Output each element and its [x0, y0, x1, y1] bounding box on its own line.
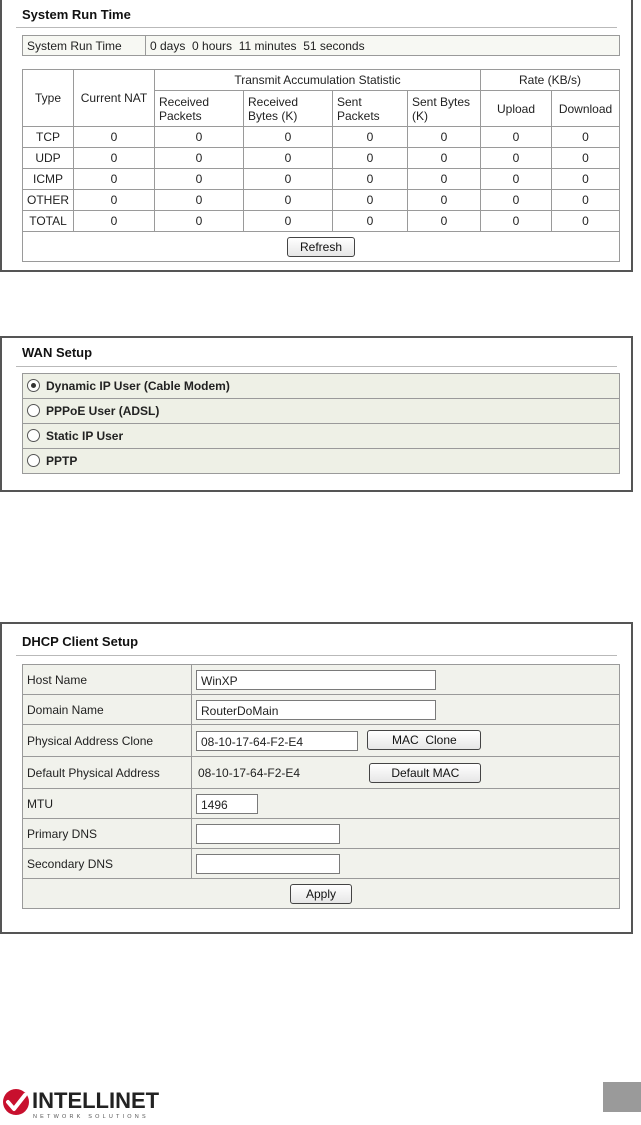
primary-dns-label: Primary DNS: [23, 819, 192, 849]
row-upload: 0: [481, 190, 552, 211]
group-transmit: Transmit Accumulation Statistic: [155, 70, 481, 91]
option-label: Static IP User: [46, 429, 124, 443]
col-download: Download: [552, 91, 620, 127]
dhcp-title: DHCP Client Setup: [22, 634, 139, 649]
row-upload: 0: [481, 148, 552, 169]
logo-tagline: NETWORK SOLUTIONS: [33, 1114, 149, 1120]
mtu-input[interactable]: 1496: [196, 794, 258, 814]
run-time-label: System Run Time: [23, 36, 146, 56]
option-label: Dynamic IP User (Cable Modem): [46, 379, 230, 393]
mac-clone-label: Physical Address Clone: [23, 725, 192, 757]
default-mac-button[interactable]: Default MAC: [369, 763, 481, 783]
table-row: [23, 127, 620, 148]
row-download: 0: [552, 169, 620, 190]
host-name-input[interactable]: WinXP: [196, 670, 436, 690]
dhcp-form-table: [22, 664, 620, 909]
apply-button[interactable]: Apply: [290, 884, 352, 904]
col-upload: Upload: [481, 91, 552, 127]
row-received-bytes: 0: [244, 169, 333, 190]
row-sent-packets: 0: [333, 127, 408, 148]
row-sent-bytes: 0: [408, 190, 481, 211]
col-received-packets: Received Packets: [155, 91, 244, 127]
col-type: Type: [23, 70, 74, 127]
refresh-cell: [23, 232, 620, 262]
logo-mark: [0, 1086, 190, 1120]
row-sent-bytes: 0: [408, 211, 481, 232]
table-row: [23, 190, 620, 211]
option-label: PPTP: [46, 454, 78, 468]
table-row: [23, 169, 620, 190]
row-type: ICMP: [23, 169, 74, 190]
table-row: [23, 148, 620, 169]
group-rate: Rate (KB/s): [481, 70, 620, 91]
run-time-value: 0 days 0 hours 11 minutes 51 seconds: [146, 36, 620, 56]
row-received-packets: 0: [155, 127, 244, 148]
row-sent-bytes: 0: [408, 148, 481, 169]
default-mac-value: 08-10-17-64-F2-E4: [198, 765, 301, 780]
wan-option-pptp[interactable]: [23, 449, 620, 474]
primary-dns-input[interactable]: [196, 824, 340, 844]
apply-cell: [23, 879, 620, 909]
wan-option-dynamic[interactable]: [23, 374, 620, 399]
wan-setup-panel: [0, 336, 633, 492]
row-received-packets: 0: [155, 190, 244, 211]
secondary-dns-label: Secondary DNS: [23, 849, 192, 879]
row-sent-packets: 0: [333, 169, 408, 190]
mtu-label: MTU: [23, 789, 192, 819]
domain-name-input[interactable]: RouterDoMain: [196, 700, 436, 720]
row-received-bytes: 0: [244, 127, 333, 148]
row-nat: 0: [74, 190, 155, 211]
row-type: TCP: [23, 127, 74, 148]
row-sent-bytes: 0: [408, 169, 481, 190]
logo-brand: INTELLINET: [32, 1088, 160, 1113]
radio-pppoe[interactable]: [27, 404, 40, 417]
mac-clone-button[interactable]: MAC Clone: [367, 730, 481, 750]
row-type: TOTAL: [23, 211, 74, 232]
wan-options-table: [22, 373, 620, 474]
row-sent-packets: 0: [333, 148, 408, 169]
row-nat: 0: [74, 169, 155, 190]
secondary-dns-input[interactable]: [196, 854, 340, 874]
title-divider: [16, 655, 617, 656]
row-download: 0: [552, 211, 620, 232]
run-time-table: [22, 35, 620, 56]
run-time-title: System Run Time: [22, 7, 131, 22]
wan-option-static[interactable]: [23, 424, 620, 449]
col-sent-packets: Sent Packets: [333, 91, 408, 127]
title-divider: [16, 366, 617, 367]
wan-setup-title: WAN Setup: [22, 345, 93, 360]
col-received-bytes: Received Bytes (K): [244, 91, 333, 127]
refresh-button[interactable]: Refresh: [287, 237, 355, 257]
radio-pptp[interactable]: [27, 454, 40, 467]
domain-name-label: Domain Name: [23, 695, 192, 725]
row-received-bytes: 0: [244, 190, 333, 211]
row-type: UDP: [23, 148, 74, 169]
table-row: [23, 211, 620, 232]
row-sent-packets: 0: [333, 211, 408, 232]
option-label: PPPoE User (ADSL): [46, 404, 160, 418]
col-sent-bytes: Sent Bytes (K): [408, 91, 481, 127]
page-number-box: [603, 1082, 641, 1112]
default-mac-label: Default Physical Address: [23, 757, 192, 789]
row-download: 0: [552, 190, 620, 211]
title-divider: [16, 27, 617, 28]
mac-clone-input[interactable]: 08-10-17-64-F2-E4: [196, 731, 358, 751]
col-current-nat: Current NAT: [74, 70, 155, 127]
row-sent-packets: 0: [333, 190, 408, 211]
row-received-packets: 0: [155, 211, 244, 232]
row-download: 0: [552, 127, 620, 148]
radio-static[interactable]: [27, 429, 40, 442]
row-nat: 0: [74, 127, 155, 148]
row-upload: 0: [481, 211, 552, 232]
row-upload: 0: [481, 127, 552, 148]
row-nat: 0: [74, 148, 155, 169]
traffic-stats-table: [22, 69, 620, 262]
row-sent-bytes: 0: [408, 127, 481, 148]
row-download: 0: [552, 148, 620, 169]
dhcp-client-panel: [0, 622, 633, 934]
row-received-packets: 0: [155, 148, 244, 169]
intellinet-logo: [0, 1086, 190, 1125]
row-upload: 0: [481, 169, 552, 190]
row-received-bytes: 0: [244, 148, 333, 169]
row-nat: 0: [74, 211, 155, 232]
row-received-packets: 0: [155, 169, 244, 190]
system-run-time-panel: [0, 0, 633, 272]
row-received-bytes: 0: [244, 211, 333, 232]
wan-option-pppoe[interactable]: [23, 399, 620, 424]
host-name-label: Host Name: [23, 665, 192, 695]
radio-dynamic[interactable]: [27, 379, 40, 392]
row-type: OTHER: [23, 190, 74, 211]
